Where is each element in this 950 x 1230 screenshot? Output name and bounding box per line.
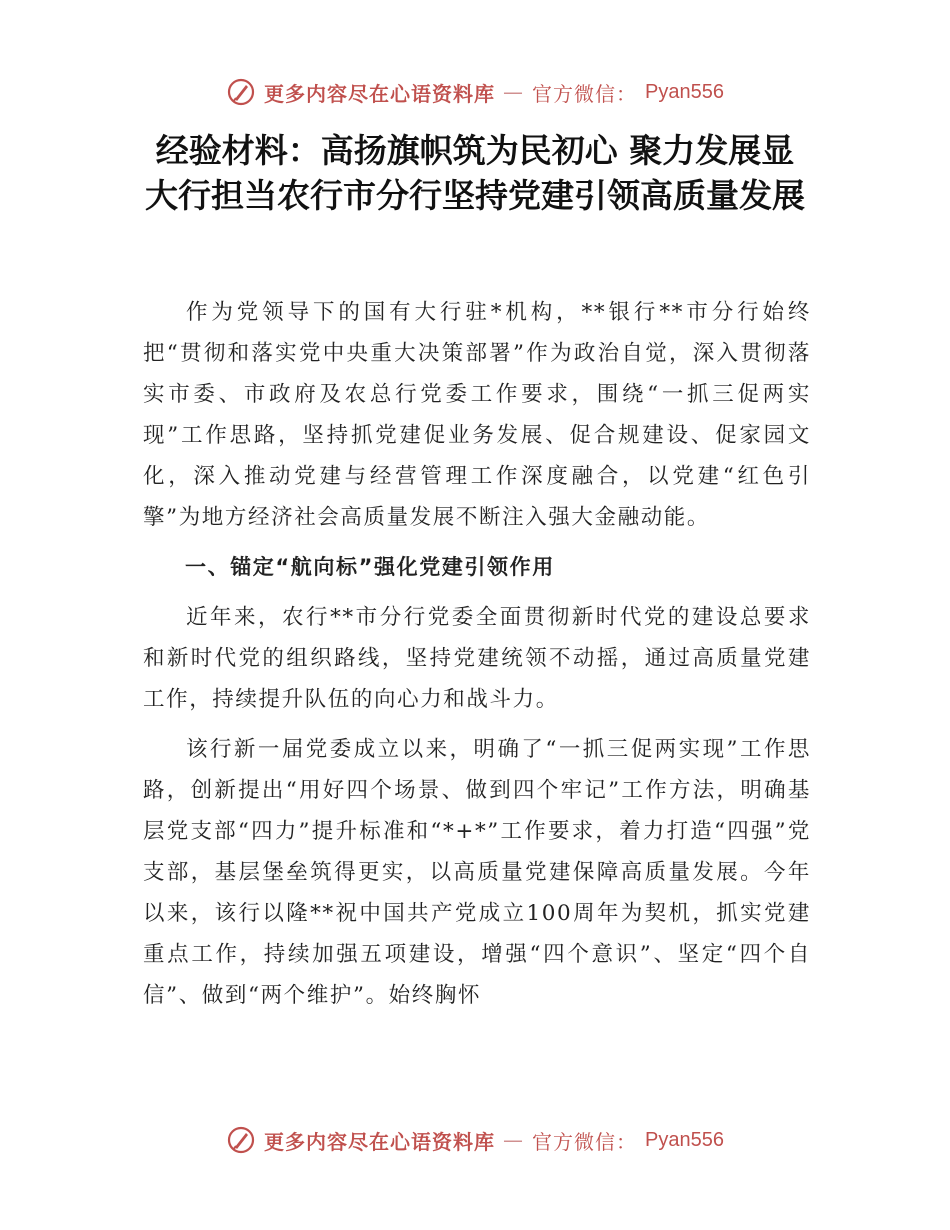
body-paragraph: 近年来，农行**市分行党委全面贯彻新时代党的建设总要求和新时代党的组织路线，坚持党建统领不动摇，通过高质量党建工作，持续提升队伍的向心力和战斗力。 <box>143 605 811 712</box>
watermark-text: 更多内容尽在心语资料库 <box>264 1129 496 1154</box>
watermark-label: 官方微信： <box>532 1129 638 1154</box>
watermark-separator: — <box>503 1128 525 1152</box>
quill-logo-icon <box>226 77 256 107</box>
watermark-text: 更多内容尽在心语资料库 <box>264 81 496 106</box>
document-title: 经验材料：高扬旗帜筑为民初心 聚力发展显大行担当农行市分行坚持党建引领高质量发展 <box>145 131 805 215</box>
quill-logo-icon <box>226 1125 256 1155</box>
header-watermark <box>0 72 950 112</box>
watermark-label: 官方微信： <box>532 81 638 106</box>
body-paragraph: 该行新一届党委成立以来，明确了“一抓三促两实现”工作思路，创新提出“用好四个场景、做到四个牢记”工作方法，明确基层党支部“四力”提升标准和“*+*”工作要求，着力打造“四强”党支部，基层堡垒筑得更实，以高质量党建保障高质量发展。今年以来，该行以隆**祝中国共产党成立100周年为契机，抓实党建重点工作，持续加强五项建设，增强“四个意识”、坚定“四个自信”、做到“两个维护”。始终胸怀 <box>143 737 811 1008</box>
watermark-wechat-id: Pyan556 <box>645 1128 724 1151</box>
intro-paragraph: 作为党领导下的国有大行驻*机构，**银行**市分行始终把“贯彻和落实党中央重大决策部署”作为政治自觉，深入贯彻落实市委、市政府及农总行党委工作要求，围绕“一抓三促两实现”工作思路，坚持抓党建促业务发展、促合规建设、促家园文化，深入推动党建与经营管理工作深度融合，以党建“红色引擎”为地方经济社会高质量发展不断注入强大金融动能。 <box>143 300 811 530</box>
section-heading: 一、锚定“航向标”强化党建引领作用 <box>185 555 555 579</box>
document-body <box>143 292 811 1025</box>
watermark-separator: — <box>503 80 525 104</box>
footer-watermark <box>0 1120 950 1160</box>
watermark-wechat-id: Pyan556 <box>645 80 724 103</box>
